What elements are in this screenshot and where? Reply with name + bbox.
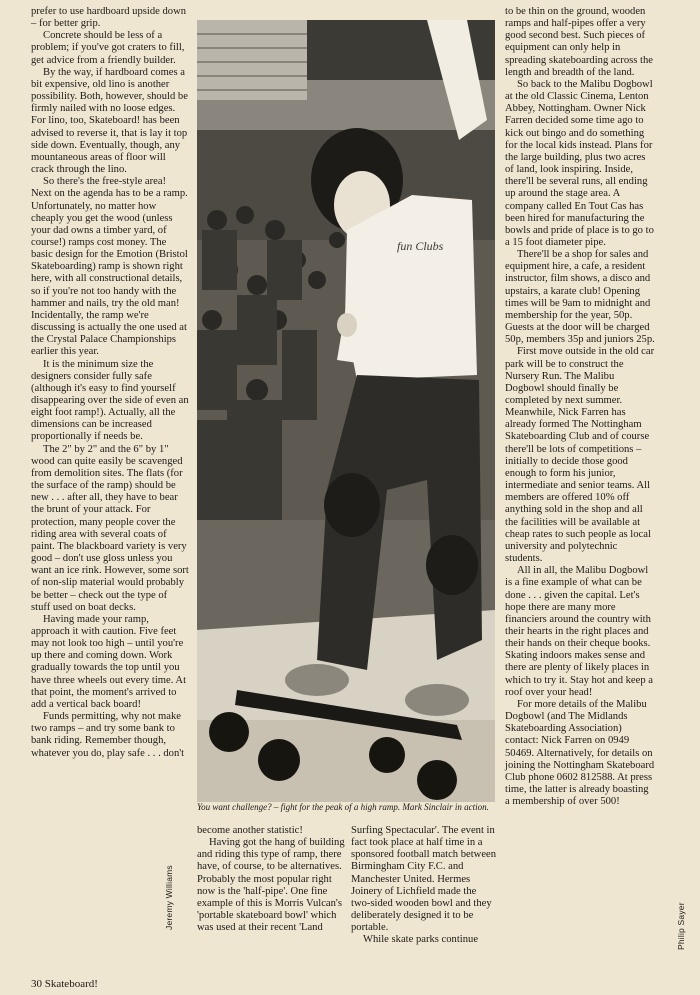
- paragraph: So back to the Malibu Dogbowl at the old Classic Cinema, Lenton Abbey, Nottingham. Owner Nick Farren decided some time ago to kick out bingo and do something for the local kids instead. Plans for the large building, plus two acres of land, look inspiring. Inside, there'll be several runs, all ending up around the stage area. A company called En Tout Cas has been hired for manufacturing the bowls and pride of place is to go to a 15 foot diameter pipe.: [505, 78, 654, 248]
- paragraph: There'll be a shop for sales and equipment hire, a cafe, a resident instructor, film shows, a disco and upstairs, a karate club! Opening times will be 9am to midnight and membership for the year, 50p. Guests at the door will be charged 50p, members 35p and juniors 25p.: [505, 249, 655, 346]
- paragraph: The 2" by 2" and the 6" by 1" wood can quite easily be scavenged from demolition sites. The flats (for the surface of the ramp) should be new . . . after all, they have to bear the brunt of your attack. For protection, many people cover the riding area with several coats of paint. The blackboard variety is very good – don't use gloss unless you want an ice rink. However, some sort of non-slip material would probably be better – check out the type of stuff used on boat decks.: [31, 443, 189, 613]
- photo-credit-right: Philip Sayer: [676, 902, 686, 950]
- paragraph: First move outside in the old car park will be to construct the Nursery Run. The Malibu Dogbowl should finally be completed by next summer. Meanwhile, Nick Farren has already formed The Nottingham Skateboarding Club and of course there'll be lots of competitions – initially to decide those good enough to form his junior, intermediate and senior teams. All members are offered 10% off anything sold in the shop and all the facilities will be available at cheap rates to such people as local university and polytechnic students.: [505, 346, 655, 565]
- paragraph: By the way, if hardboard comes a bit expensive, old lino is another possibility. Both, however, should be firmly nailed with no loose edges. For lino, too, Skateboard! has been advised to reverse it, that is lay it top side down. Eventually, though, any mountaneous areas of floor will crack through the lino.: [31, 66, 188, 176]
- shirt-logo: fun Clubs: [397, 239, 444, 253]
- photo-caption: You want challenge? – fight for the peak of a high ramp. Mark Sinclair in action.: [197, 802, 489, 812]
- page-folio: 30 Skateboard!: [31, 978, 98, 990]
- paragraph: For more details of the Malibu Dogbowl (and The Midlands Skateboarding Association) contact: Nick Farren on 0949 50469. Alternatively, for details on joining the Nottingham Skateboard Club phone 0602 812588. At press time, the latter is already boasting a membership of over 500!: [505, 698, 655, 808]
- paragraph: to be thin on the ground, wooden ramps and half-pipes offer a very good second best. Such pieces of equipment can only help in spreading skateboarding across the length and breadth of the land.: [505, 6, 653, 78]
- paragraph: It is the minimum size the designers consider fully safe (although it's easy to find yourself disappearing over the side of even an eight foot ramp!). Actually, all the dimensions can be increased proportionally if needs be.: [31, 358, 189, 443]
- paragraph: All in all, the Malibu Dogbowl is a fine example of what can be done . . . given the capital. Let's hope there are many more financiers around the country with their hearts in the right places and their hands on their cheque books. Skating indoors makes sense and there are plenty of likely places in which to try it. Stay hot and keep a roof over your head!: [505, 565, 653, 698]
- photo-credit-left: Jeremy Williams: [164, 865, 174, 930]
- article-column-2: [197, 825, 345, 934]
- article-column-3: [351, 825, 498, 947]
- paragraph: prefer to use hardboard upside down – for better grip.: [31, 6, 187, 30]
- skateboarder-photo: [197, 20, 495, 802]
- article-column-1: [31, 6, 189, 760]
- skateboarder-illustration: [197, 20, 495, 802]
- paragraph: Having made your ramp, approach it with caution. Five feet may not look too high – until you're up there and coming down. Work gradually towards the top until you have three wheels out every time. At that point, the moment's arrived to add a vertical back board!: [31, 613, 187, 710]
- article-column-4: [505, 6, 655, 808]
- paragraph: While skate parks continue: [363, 934, 479, 946]
- paragraph: become another statistic!: [197, 825, 303, 836]
- paragraph: So there's the free-style area! Next on the agenda has to be a ramp. Unfortunately, no matter how cheaply you get the wood (unless your dad owns a timber yard, of course!) ramps cost money. The basic design for the Emotion (Bristol Skateboarding) ramp is shown right here, with all constructional details, so if you're not too handy with the hammer and nails, try the old man! Incidentally, the ramp we're discussing is actually the one used at the Crystal Palace Championships earlier this year.: [31, 176, 188, 358]
- paragraph: Funds permitting, why not make two ramps – and try some bank to bank riding. Remember though, whatever you do, play safe . . . don't: [31, 711, 185, 759]
- paragraph: Surfing Spectacular'. The event in fact took place at half time in a sponsored football match between Birmingham City F.C. and Manchester United. Hermes Joinery of Lichfield made the two-sided wooden bowl and they deliberately designed it to be portable.: [351, 825, 497, 934]
- paragraph: Having got the hang of building and riding this type of ramp, there have, of course, to be alternatives. Probably the most popular right now is the 'half-pipe'. One fine example of this is Morris Vulcan's 'portable skateboard bowl' which was used at their recent 'Land: [197, 837, 345, 934]
- paragraph: Concrete should be less of a problem; if you've got craters to fill, get advice from a friendly builder.: [31, 30, 185, 66]
